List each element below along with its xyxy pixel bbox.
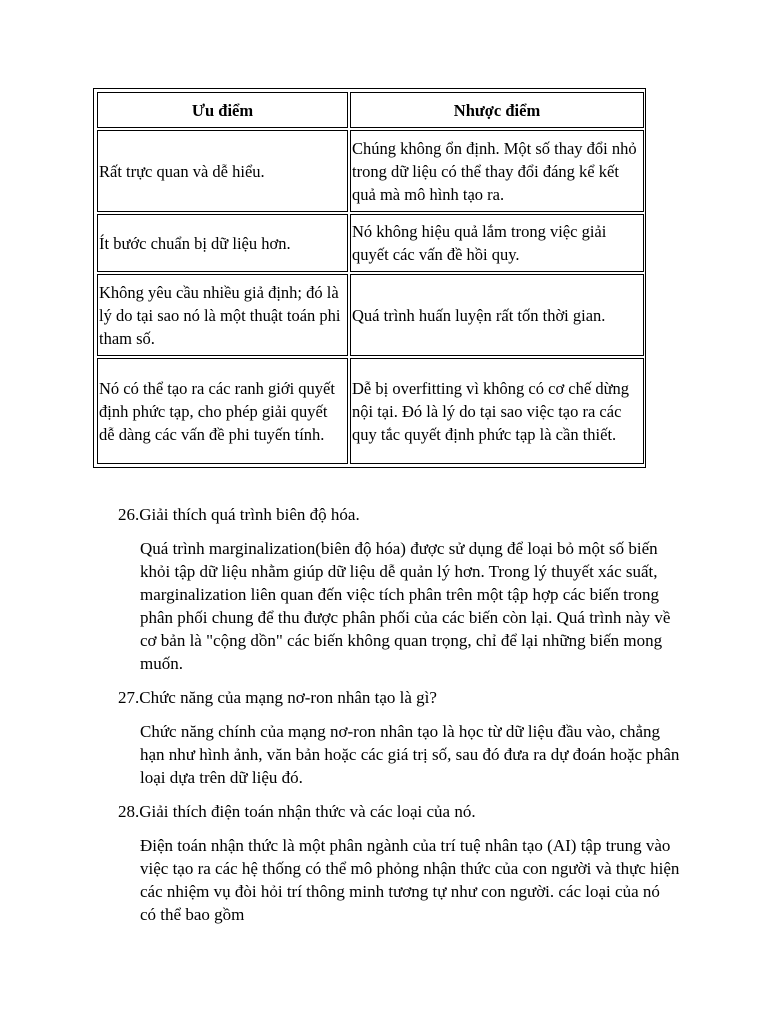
con-cell: Nó không hiệu quả lắm trong việc giải quyết các vấn đề hồi quy. <box>350 214 644 272</box>
pro-cell: Không yêu cầu nhiều giả định; đó là lý do tại sao nó là một thuật toán phi tham số. <box>97 274 348 356</box>
con-cell: Dễ bị overfitting vì không có cơ chế dừng nội tại. Đó là lý do tại sao việc tạo ra các quy tắc quyết định phức tạp là cần thiết. <box>350 358 644 464</box>
table-row <box>97 130 644 212</box>
con-cell: Chúng không ổn định. Một số thay đổi nhỏ trong dữ liệu có thể thay đổi đáng kể kết quả mà mô hình tạo ra. <box>350 130 644 212</box>
pro-cell: Ít bước chuẩn bị dữ liệu hơn. <box>97 214 348 272</box>
table-row <box>97 358 644 464</box>
question-text: Giải thích điện toán nhận thức và các loại của nó. <box>139 802 476 821</box>
question-title <box>118 800 476 823</box>
question-number: 28. <box>118 802 140 821</box>
question-title <box>118 686 437 709</box>
answer-text: Chức năng chính của mạng nơ-ron nhân tạo là học từ dữ liệu đầu vào, chẳng hạn như hình ảnh, văn bản hoặc các giá trị số, sau đó đưa ra dự đoán hoặc phân loại dựa trên dữ liệu đó. <box>140 722 680 787</box>
con-cell: Quá trình huấn luyện rất tốn thời gian. <box>350 274 644 356</box>
answer-text: Quá trình marginalization(biên độ hóa) được sử dụng để loại bỏ một số biến khỏi tập dữ liệu nhằm giúp dữ liệu dễ quản lý hơn. Trong lý thuyết xác suất, marginalization liên quan đến việc tích phân trên một tập hợp các biến trong phân phối chung để thu được phân phối của các biến còn lại. Quá trình này về cơ bản là "cộng dồn" các biến không quan trọng, chỉ để lại những biến mong muốn. <box>140 539 671 673</box>
pros-cons-table <box>93 88 646 468</box>
answer-text: Điện toán nhận thức là một phân ngành của trí tuệ nhân tạo (AI) tập trung vào việc tạo ra các hệ thống có thể mô phỏng nhận thức của con người và thực hiện các nhiệm vụ đòi hỏi trí thông minh tương tự như con người. các loại của nó có thể bao gồm <box>140 836 680 924</box>
question-number: 27. <box>118 688 140 707</box>
table-row <box>97 214 644 272</box>
pros-cons-table-grid <box>95 90 646 466</box>
question-text: Giải thích quá trình biên độ hóa. <box>139 505 360 524</box>
pro-cell: Nó có thể tạo ra các ranh giới quyết định phức tạp, cho phép giải quyết dễ dàng các vấn đề phi tuyến tính. <box>97 358 348 464</box>
table-row <box>97 274 644 356</box>
table-header-row <box>97 92 644 128</box>
question-title <box>118 503 360 526</box>
question-text: Chức năng của mạng nơ-ron nhân tạo là gì? <box>139 688 437 707</box>
header-pros: Ưu điểm <box>97 92 348 128</box>
header-cons: Nhược điểm <box>350 92 644 128</box>
pro-cell: Rất trực quan và dễ hiểu. <box>97 130 348 212</box>
question-number: 26. <box>118 505 140 524</box>
